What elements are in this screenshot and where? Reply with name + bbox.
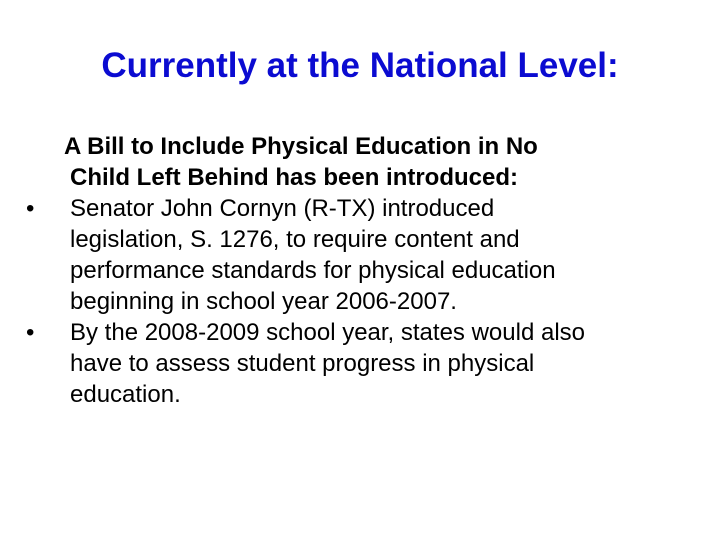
bullet-line: legislation, S. 1276, to require content and xyxy=(70,226,520,253)
intro-line: A Bill to Include Physical Education in No xyxy=(64,133,538,160)
intro-line: Child Left Behind has been introduced: xyxy=(70,164,519,191)
bullet-line: education. xyxy=(70,381,181,408)
bullet-list xyxy=(20,193,700,410)
bullet-item xyxy=(20,317,700,410)
bullet-line: Senator John Cornyn (R-TX) introduced xyxy=(70,195,495,222)
bullet-marker: • xyxy=(26,195,35,222)
bullet-marker: • xyxy=(26,319,35,346)
bullet-item xyxy=(20,193,700,317)
bullet-line: beginning in school year 2006-2007. xyxy=(70,288,457,315)
intro-paragraph xyxy=(20,131,700,193)
bullet-line: have to assess student progress in physical xyxy=(70,350,535,377)
slide-body xyxy=(20,131,700,410)
bullet-line: performance standards for physical education xyxy=(70,257,556,284)
slide-title: Currently at the National Level: xyxy=(101,46,619,85)
bullet-line: By the 2008-2009 school year, states would also xyxy=(70,319,585,346)
